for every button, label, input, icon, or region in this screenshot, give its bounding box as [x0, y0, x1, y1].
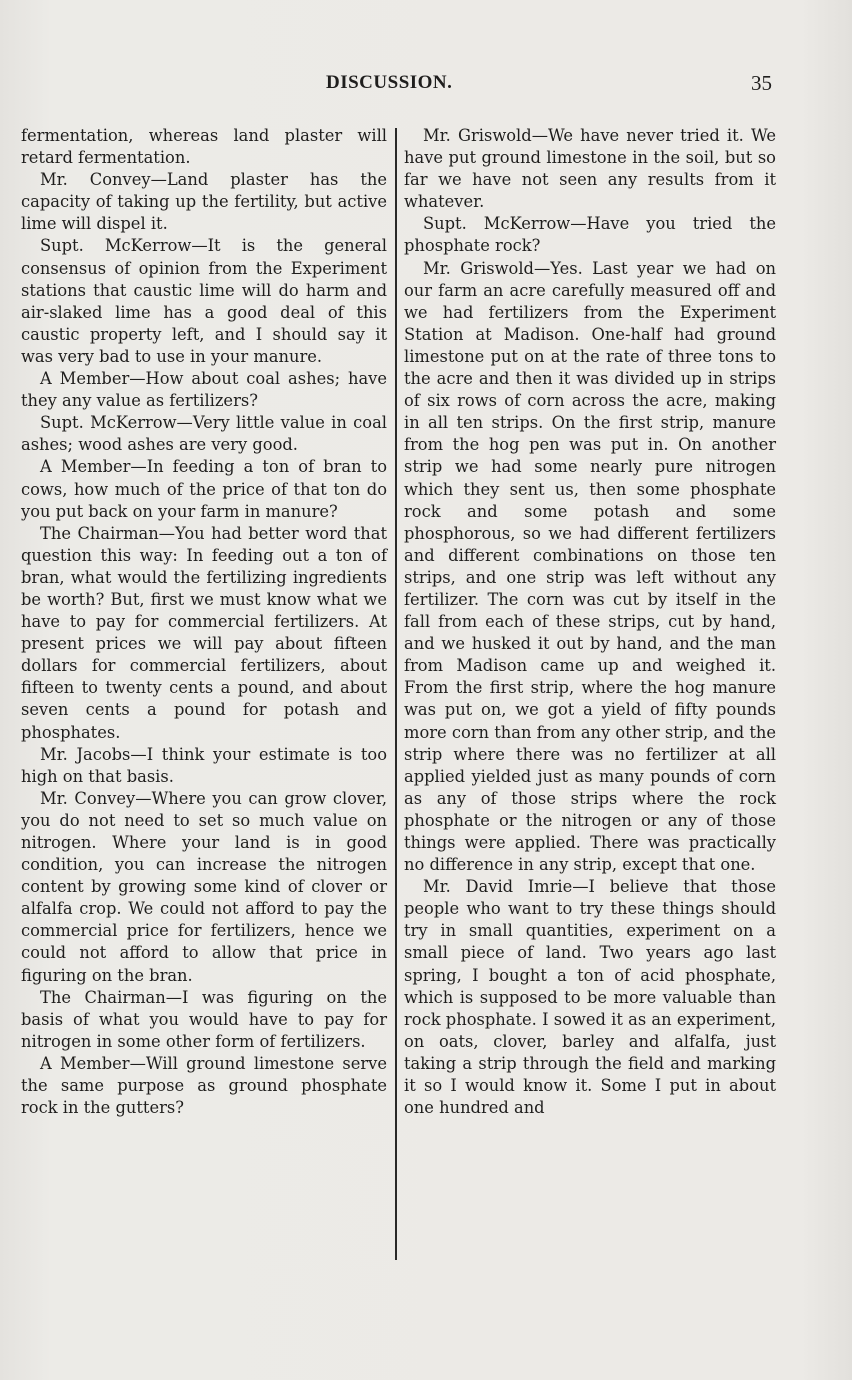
paragraph: fermentation, whereas land plaster will retard fermentation.: [21, 126, 387, 168]
paragraph: Mr. Convey—Where you can grow clover, you do not need to set so much value on nitrogen. Where your land is in good condition, you can increase the nitrogen content by growing some kind of clover or alfalfa crop. We could not afford to pay the commercial price for fertilizers, hence we could not afford to allow that price in figuring on the bran.: [21, 788, 387, 985]
paragraph: Supt. McKerrow—It is the general consensus of opinion from the Experiment stations that caustic lime will do harm and air-slaked lime has a good deal of this caustic property left, and I should say it was very bad to use in your manure.: [21, 236, 387, 366]
paragraph: The Chairman—You had better word that question this way: In feeding out a ton of bran, what would the fertilizing ingredients be worth? But, first we must know what we have to pay for commercial fertilizers. At present prices we will pay about fifteen dollars for commercial fertilizers, about fifteen to twenty cents a pound, and about seven cents a pound for potash and phosphates.: [21, 523, 387, 742]
paragraph: Mr. David Imrie—I believe that those people who want to try these things should try in small quantities, experiment on a small piece of land. Two years ago last spring, I bought a ton of acid phosphate, which is supposed to be more valuable than rock phosphate. I sowed it as an experiment, on oats, clover, barley and alfalfa, just taking a strip through the field and marking it so I would know it. Some I put in about one hundred and: [404, 877, 776, 1118]
paragraph: Mr. Convey—Land plaster has the capacity of taking up the fertility, but active lime will dispel it.: [21, 170, 387, 234]
left-column: [21, 125, 387, 1119]
column-divider: [395, 128, 397, 1260]
running-head: [0, 72, 852, 98]
paragraph: Supt. McKerrow—Have you tried the phosphate rock?: [404, 214, 776, 256]
paragraph: A Member—Will ground limestone serve the same purpose as ground phosphate rock in the gutters?: [21, 1053, 387, 1118]
paragraph: A Member—How about coal ashes; have they any value as fertilizers?: [21, 369, 387, 411]
page-number: 35: [751, 71, 772, 95]
paragraph: Supt. McKerrow—Very little value in coal ashes; wood ashes are very good.: [21, 413, 387, 455]
page-title: DISCUSSION.: [326, 72, 453, 93]
paragraph: Mr. Griswold—Yes. Last year we had on our farm an acre carefully measured off and we had fertilizers from the Experiment Station at Madison. One-half had ground limestone put on at the rate of three tons to the acre and then it was divided up in strips of six rows of corn across the acre, making in all ten strips. On the first strip, manure from the hog pen was put in. On another strip we had some nearly pure nitrogen which they sent us, then some phosphate rock and some potash and some phosphorous, so we had different fertilizers and different combinations on those ten strips, and one strip was left without any fertilizer. The corn was cut by itself in the fall from each of these strips, cut by hand, and we husked it out by hand, and the man from Madison came up and weighed it. From the first strip, where the hog manure was put on, we got a yield of fifty pounds more corn than from any other strip, and the strip where there was no fertilizer at all applied yielded just as many pounds of corn as any of those strips where the rock phosphate or the nitrogen or any of those things were applied. There was practically no difference in any strip, except that one.: [404, 258, 776, 875]
paragraph: Mr. Griswold—We have never tried it. We have put ground limestone in the soil, but so far we have not seen any results from it whatever.: [404, 126, 776, 212]
paragraph: A Member—In feeding a ton of bran to cows, how much of the price of that ton do you put back on your farm in manure?: [21, 457, 387, 521]
paragraph: Mr. Jacobs—I think your estimate is too high on that basis.: [21, 744, 387, 786]
paragraph: The Chairman—I was figuring on the basis of what you would have to pay for nitrogen in some other form of fertilizers.: [21, 987, 387, 1051]
right-column: [404, 125, 776, 1119]
